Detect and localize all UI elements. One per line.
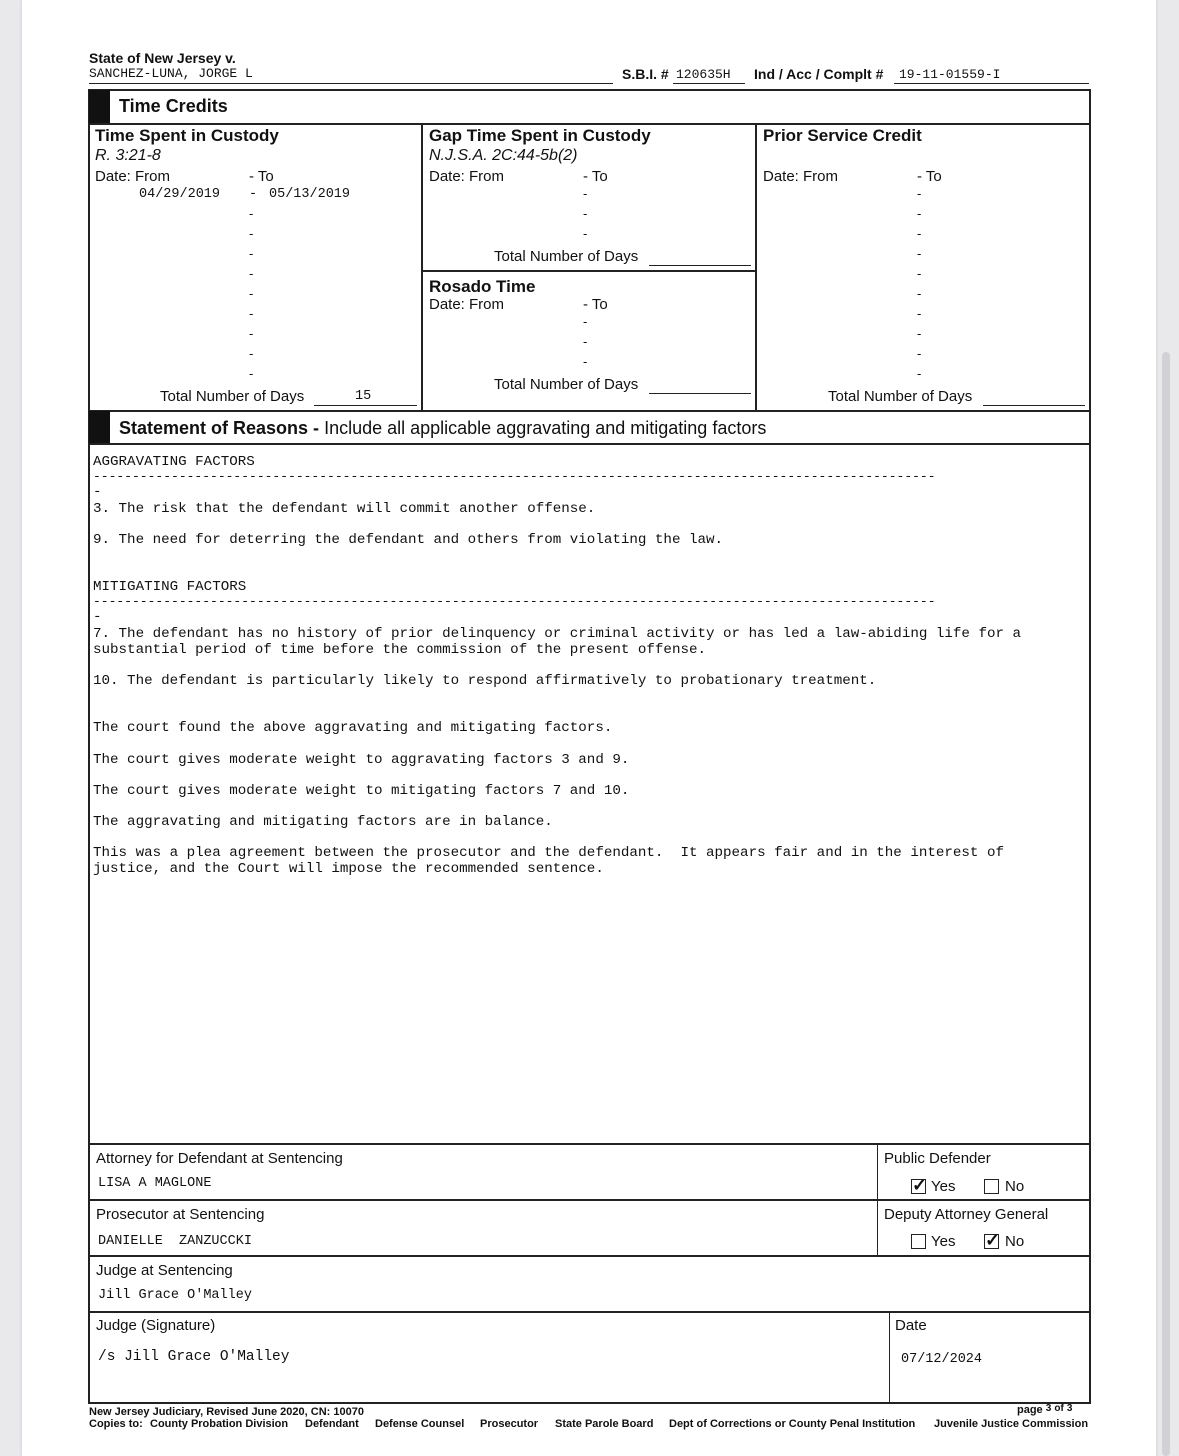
plea-line: This was a plea agreement between the prosecutor and the defendant. It appears fair and in the interest of <box>93 845 1004 861</box>
dash-rule: ------------------------------------------------------------------------------------------------------------ <box>93 469 936 484</box>
date-label: Date <box>895 1317 927 1334</box>
mitigating-header: MITIGATING FACTORS <box>93 579 247 595</box>
custody-to-dash: - <box>249 187 258 202</box>
section-marker <box>89 90 110 124</box>
ind-underline <box>894 83 1089 84</box>
custody-dash: - <box>249 346 254 361</box>
rosado-date-from-label: Date: From <box>429 296 505 313</box>
ind-value: 19-11-01559-I <box>899 67 1001 82</box>
page-current: 3 <box>1045 1403 1052 1414</box>
mitigating-factor: 10. The defendant is particularly likely to respond affirmatively to probationary treatment. <box>93 673 877 689</box>
signature-label: Judge (Signature) <box>96 1317 216 1334</box>
attorney-label: Attorney for Defendant at Sentencing <box>96 1150 343 1167</box>
rosado-dash: - <box>583 354 588 369</box>
custody-total-underline <box>314 405 417 406</box>
prior-dash: - <box>917 326 922 341</box>
footer-revision: New Jersey Judiciary, Revised June 2020, CN: 10070 <box>89 1406 364 1418</box>
section-marker <box>89 411 110 444</box>
copy-recipient: State Parole Board <box>555 1418 654 1430</box>
page-of: of <box>1054 1403 1064 1414</box>
custody-dash: - <box>249 266 254 281</box>
judge-value: Jill Grace O'Malley <box>98 1288 252 1303</box>
page-total: 3 <box>1066 1403 1073 1414</box>
rosado-dash: - <box>583 314 588 329</box>
aggravating-factor: 9. The need for deterring the defendant and others from violating the law. <box>93 532 724 548</box>
gap-total-label: Total Number of Days <box>494 248 639 265</box>
case-title: State of New Jersey v. <box>89 50 236 66</box>
judge-label: Judge at Sentencing <box>96 1262 233 1279</box>
gap-date-from-label: Date: From <box>429 168 505 185</box>
finding-line: The court gives moderate weight to mitigating factors 7 and 10. <box>93 783 630 799</box>
divider <box>422 270 756 272</box>
finding-line: The aggravating and mitigating factors are in balance. <box>93 814 553 830</box>
divider <box>89 123 1090 125</box>
custody-dash: - <box>249 286 254 301</box>
sbi-underline <box>673 83 745 84</box>
custody-total-label: Total Number of Days <box>160 388 305 405</box>
attorney-value: LISA A MAGLONE <box>98 1176 212 1191</box>
defendant-name: SANCHEZ-LUNA, JORGE L <box>89 66 253 81</box>
column-divider <box>421 124 423 411</box>
rosado-total-underline <box>649 393 751 394</box>
public-defender-no-label: No <box>1005 1178 1025 1195</box>
plea-line-cont: justice, and the Court will impose the recommended sentence. <box>93 861 604 877</box>
aggravating-header: AGGRAVATING FACTORS <box>93 454 255 470</box>
prior-dash: - <box>917 246 922 261</box>
copies-label: Copies to: <box>89 1418 143 1430</box>
prior-total-label: Total Number of Days <box>828 388 973 405</box>
dash-rule: ------------------------------------------------------------------------------------------------------------ <box>93 594 936 609</box>
aggravating-factor: 3. The risk that the defendant will commit another offense. <box>93 501 596 517</box>
prior-dash: - <box>917 226 922 241</box>
dash-stub: - <box>93 609 102 625</box>
gap-dash: - <box>583 186 588 201</box>
custody-to-value: 05/13/2019 <box>269 187 351 202</box>
custody-dash: - <box>249 326 254 341</box>
dag-yes-label: Yes <box>931 1233 956 1250</box>
custody-dash: - <box>249 366 254 381</box>
copy-recipient: County Probation Division <box>150 1418 289 1430</box>
custody-dash: - <box>249 306 254 321</box>
copy-recipient: Prosecutor <box>480 1418 539 1430</box>
page-prefix: page <box>1017 1404 1043 1416</box>
custody-total-value: 15 <box>355 389 372 404</box>
divider <box>89 1255 1090 1257</box>
divider <box>89 410 1090 412</box>
prior-dash: - <box>917 286 922 301</box>
custody-to-label: - To <box>249 168 274 185</box>
date-value: 07/12/2024 <box>901 1352 983 1367</box>
prior-dash: - <box>917 266 922 281</box>
public-defender-yes-label: Yes <box>931 1178 956 1195</box>
dash-stub: - <box>93 484 102 500</box>
custody-title: Time Spent in Custody <box>95 126 279 145</box>
time-credits-title: Time Credits <box>119 96 228 116</box>
page-number <box>1017 1403 1072 1416</box>
finding-line: The court gives moderate weight to aggravating factors 3 and 9. <box>93 752 630 768</box>
divider <box>89 1199 1090 1201</box>
prior-dash: - <box>917 346 922 361</box>
prior-date-from-label: Date: From <box>763 168 839 185</box>
prior-total-underline <box>983 405 1085 406</box>
signature-value: /s Jill Grace O'Malley <box>98 1349 290 1365</box>
public-defender-label: Public Defender <box>884 1150 991 1167</box>
gap-to-label: - To <box>583 168 608 185</box>
divider <box>89 443 1090 445</box>
dag-label: Deputy Attorney General <box>884 1206 1049 1223</box>
prior-title: Prior Service Credit <box>763 126 922 145</box>
copy-recipient: Defense Counsel <box>375 1418 465 1430</box>
prior-dash: - <box>917 186 922 201</box>
copy-recipient: Dept of Corrections or County Penal Institution <box>669 1418 916 1430</box>
public-defender-yes-checkbox[interactable] <box>911 1175 928 1195</box>
gap-dash: - <box>583 206 588 221</box>
reasons-title: Statement of Reasons - <box>119 418 320 438</box>
custody-dash: - <box>249 246 254 261</box>
sbi-label: S.B.I. # <box>622 66 669 82</box>
divider <box>89 1143 1090 1145</box>
prior-dash: - <box>917 306 922 321</box>
ind-label: Ind / Acc / Complt # <box>754 66 884 82</box>
custody-date-from-label: Date: From <box>95 168 171 185</box>
dag-no-checkbox[interactable] <box>984 1230 1001 1250</box>
defendant-underline <box>89 83 613 84</box>
check-icon: ✓ <box>912 1175 928 1195</box>
public-defender-no-checkbox[interactable] <box>984 1179 999 1194</box>
mitigating-factor: 7. The defendant has no history of prior delinquency or criminal activity or has led a law-abiding life for a <box>93 626 1022 642</box>
copy-recipient: Defendant <box>305 1418 359 1430</box>
dag-no-label: No <box>1005 1233 1025 1250</box>
reasons-header <box>119 418 766 439</box>
scrollbar[interactable] <box>1162 352 1170 1456</box>
prior-dash: - <box>917 206 922 221</box>
prosecutor-value: DANIELLE ZANZUCCKI <box>98 1234 252 1249</box>
divider <box>89 1311 1090 1313</box>
finding-line: The court found the above aggravating and mitigating factors. <box>93 720 613 736</box>
check-icon: ✓ <box>985 1230 1001 1250</box>
rosado-title: Rosado Time <box>429 277 536 296</box>
prosecutor-label: Prosecutor at Sentencing <box>96 1206 265 1223</box>
gap-rule: N.J.S.A. 2C:44-5b(2) <box>429 147 578 164</box>
copy-recipient: Juvenile Justice Commission <box>934 1418 1089 1430</box>
prior-dash: - <box>917 366 922 381</box>
custody-from-value: 04/29/2019 <box>139 187 221 202</box>
gap-dash: - <box>583 226 588 241</box>
custody-dash: - <box>249 206 254 221</box>
reasons-subtitle: Include all applicable aggravating and mitigating factors <box>324 418 767 438</box>
prior-to-label: - To <box>917 168 942 185</box>
custody-dash: - <box>249 226 254 241</box>
column-divider <box>889 1312 890 1403</box>
gap-title: Gap Time Spent in Custody <box>429 126 651 145</box>
mitigating-factor-cont: substantial period of time before the commission of the present offense. <box>93 642 706 658</box>
custody-rule: R. 3:21-8 <box>95 147 161 164</box>
rosado-dash: - <box>583 334 588 349</box>
rosado-total-label: Total Number of Days <box>494 376 639 393</box>
gap-total-underline <box>649 265 751 266</box>
column-divider <box>755 124 757 411</box>
dag-yes-checkbox[interactable] <box>911 1234 926 1249</box>
sbi-value: 120635H <box>676 67 731 82</box>
rosado-to-label: - To <box>583 296 608 313</box>
